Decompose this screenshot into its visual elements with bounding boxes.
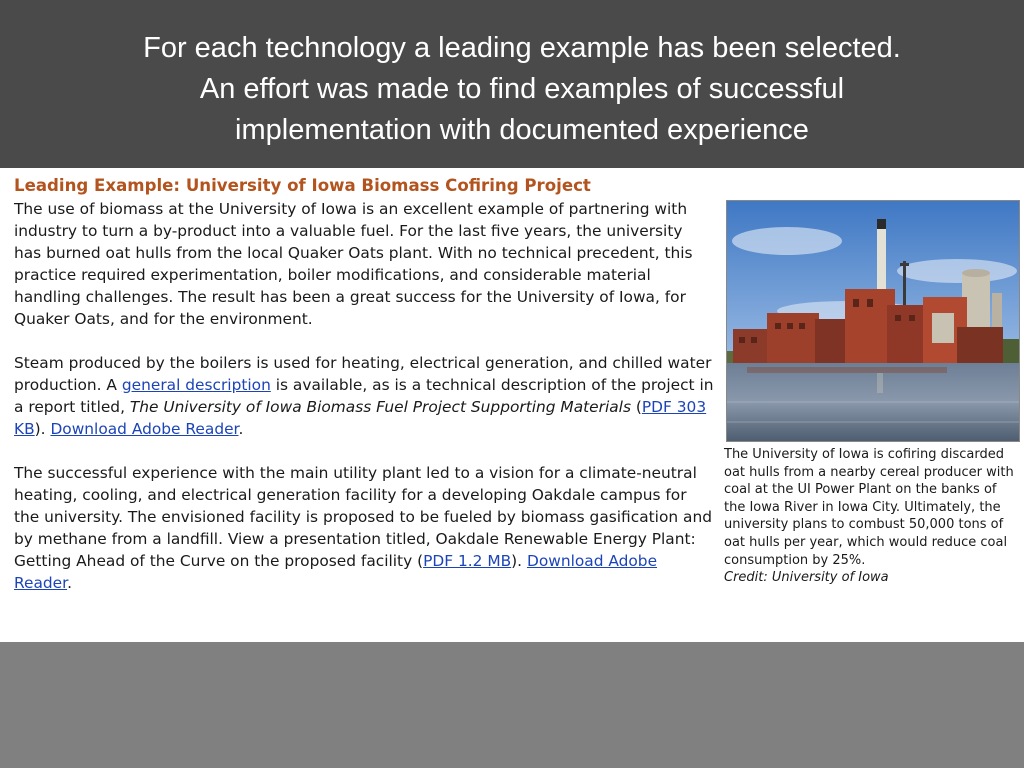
- article-heading: Leading Example: University of Iowa Biomass Cofiring Project: [14, 176, 591, 195]
- article-paragraph-2: [14, 352, 714, 440]
- p2-text-1: Steam produced by the boilers is used for heating, electrical generation, and chilled water production. A: [14, 354, 712, 394]
- photo-caption: [724, 446, 1020, 587]
- caption-text: The University of Iowa is cofiring discarded oat hulls from a nearby cereal producer with coal at the UI Power Plant on the banks of the Iowa River in Iowa City. Ultimately, the university plans to combust 50,000 tons of oat hulls per year, which would reduce coal consumption by 25%.: [724, 447, 1014, 568]
- slide-header: [0, 0, 1024, 168]
- power-plant-illustration: [727, 201, 1019, 441]
- p2-text-5: .: [238, 420, 244, 438]
- article-paragraph-1: The use of biomass at the University of Iowa is an excellent example of partnering with industry to turn a by-product into a valuable fuel. For the last five years, the university has burned oat hulls from the local Quaker Oats plant. With no technical precedent, this practice required experimentation, boiler modifications, and considerable material handling challenges. The result has been a great success for the University of Iowa, for Quaker Oats, and for the environment.: [14, 200, 693, 328]
- article: [14, 174, 714, 616]
- slide-title-line-1: For each technology a leading example has been selected.: [143, 32, 901, 64]
- slide-title-line-2: An effort was made to find examples of successful: [199, 73, 845, 105]
- p3-text-1: The successful experience with the main utility plant led to a vision for a climate-neutral heating, cooling, and electrical generation facility for a developing Oakdale campus for the university. The envisioned facility is proposed to be fueled by biomass gasification and by methane from a landfill. View a presentation titled, Oakdale Renewable Energy Plant: Getting Ahead of the Curve on the proposed facility (: [14, 464, 712, 570]
- slide-title-line-3: implementation with documented experience: [235, 114, 809, 146]
- download-adobe-reader-link-2[interactable]: Download Adobe Reader: [14, 552, 658, 592]
- p3-text-3: .: [67, 574, 72, 592]
- p2-text-2: is available, as is a technical description of the project in a report titled,: [14, 376, 714, 416]
- p2-text-4: ).: [34, 420, 51, 438]
- pdf-1-2mb-link[interactable]: PDF 1.2 MB: [423, 552, 512, 570]
- p2-text-3: (: [630, 398, 642, 416]
- power-plant-photo: [726, 200, 1020, 442]
- report-title: The University of Iowa Biomass Fuel Project Supporting Materials: [129, 398, 631, 416]
- content-panel: [0, 168, 1024, 642]
- slide-footer-band: [0, 642, 1024, 768]
- article-paragraph-3: [14, 462, 714, 594]
- p3-text-2: ).: [511, 552, 527, 570]
- general-description-link[interactable]: general description: [121, 376, 271, 394]
- download-adobe-reader-link-1[interactable]: Download Adobe Reader: [50, 420, 239, 438]
- photo-credit: Credit: University of Iowa: [724, 570, 889, 586]
- slide-title: [40, 28, 1004, 151]
- pdf-303kb-link[interactable]: PDF 303 KB: [14, 398, 707, 438]
